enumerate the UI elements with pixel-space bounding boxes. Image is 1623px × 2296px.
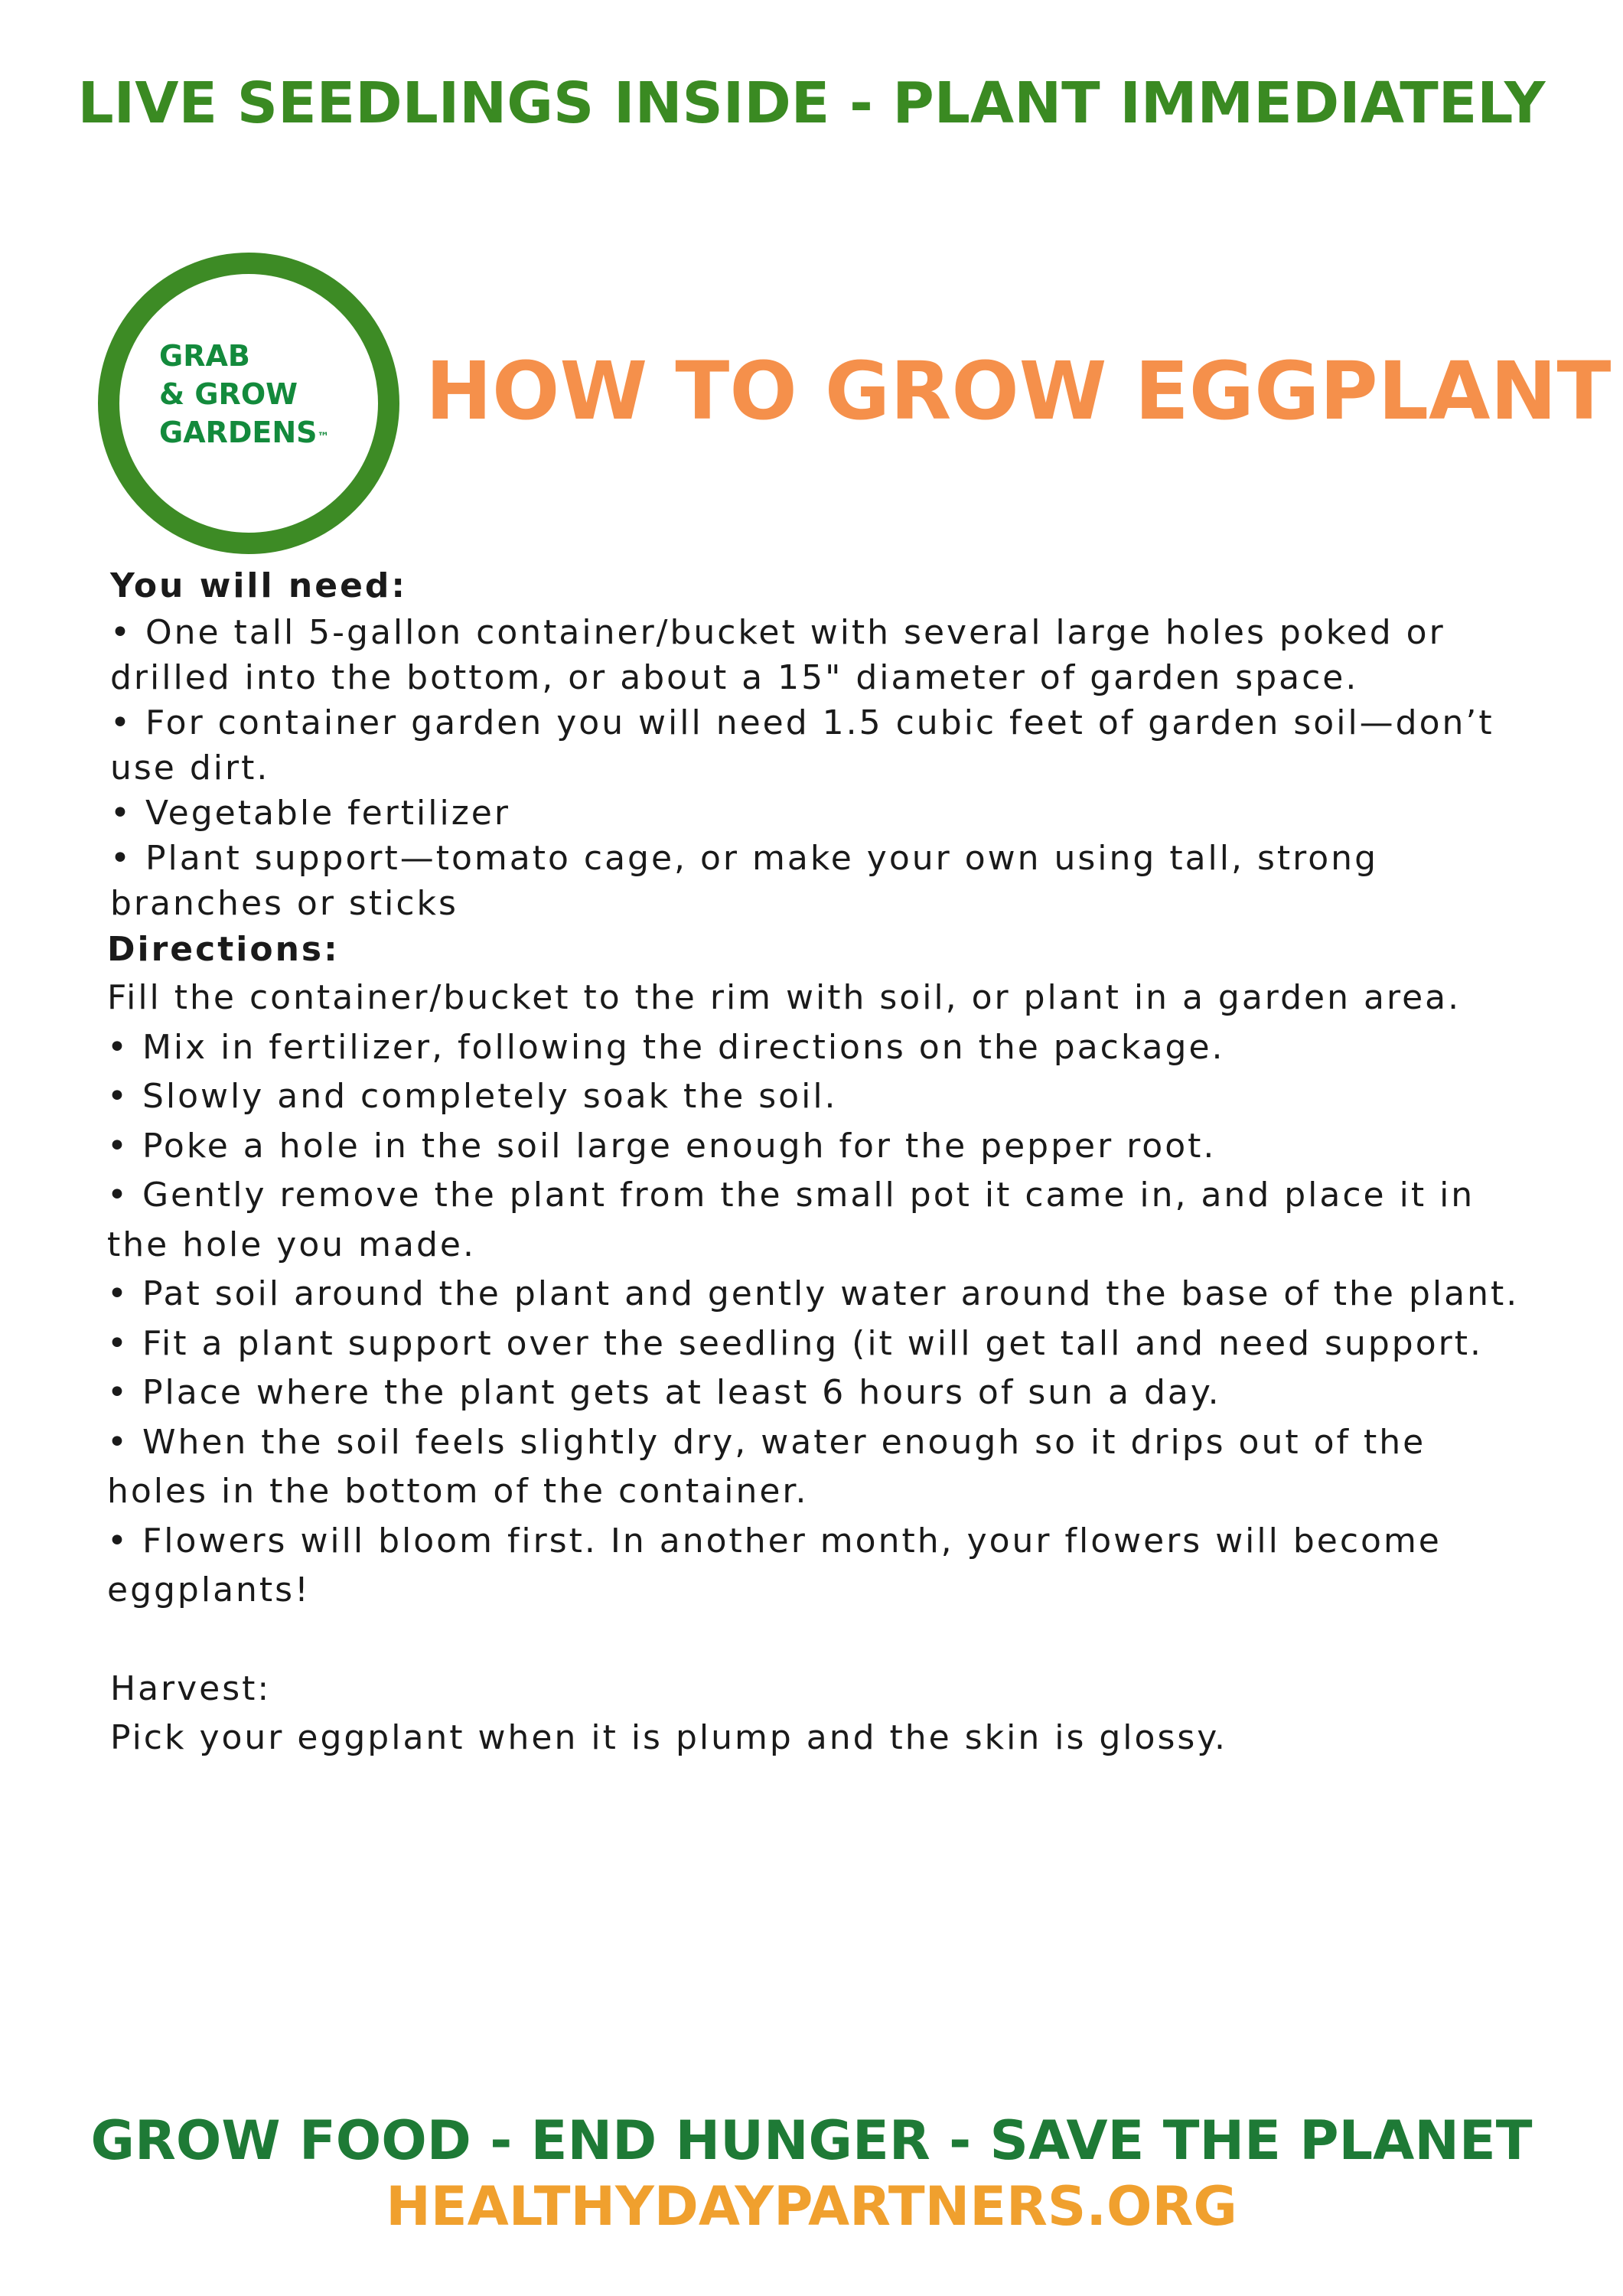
needs-section [107,563,1523,926]
needs-list [110,610,1523,926]
footer-slogan: GROW FOOD - END HUNGER - SAVE THE PLANET [90,2109,1533,2172]
directions-step: • Fit a plant support over the seedling (it will get tall and need support. [107,1323,1483,1363]
logo-line-1: GRAB [159,339,250,373]
needs-heading: You will need: [110,566,408,605]
trademark-symbol: ™ [317,429,330,444]
needs-item: • For container garden you will need 1.5 cubic feet of garden soil—don’t use dirt. [110,703,1494,788]
harvest-text: Pick your eggplant when it is plump and the skin is glossy. [110,1717,1228,1757]
harvest-heading: Harvest: [110,1668,272,1708]
directions-heading: Directions: [107,930,340,969]
harvest-section [107,1665,1523,1763]
instructions-body [107,563,1523,1763]
directions-intro: Fill the container/bucket to the rim with soil, or plant in a garden area. [107,978,1462,1017]
directions-step: • Pat soil around the plant and gently water around the base of the plant. [107,1274,1520,1313]
directions-section [107,926,1523,1616]
directions-step: • When the soil feels slightly dry, water enough so it drips out of the holes in the bottom of the container. [107,1422,1426,1511]
directions-step: • Mix in fertilizer, following the directions on the package. [107,1027,1225,1067]
footer-url: HEALTHYDAYPARTNERS.ORG [386,2175,1237,2238]
logo-wordmark [159,337,330,452]
top-banner: LIVE SEEDLINGS INSIDE - PLANT IMMEDIATELY [77,70,1546,136]
directions-step: • Gently remove the plant from the small pot it came in, and place it in the hole you made. [107,1176,1475,1264]
directions-step: • Place where the plant gets at least 6 hours of sun a day. [107,1373,1221,1412]
directions-step: • Slowly and completely soak the soil. [107,1077,838,1116]
logo-line-3-text: GARDENS [159,416,318,449]
needs-item: • Plant support—tomato cage, or make your own using tall, strong branches or sticks [110,839,1378,923]
directions-step: • Poke a hole in the soil large enough for the pepper root. [107,1126,1217,1166]
page-title: HOW TO GROW EGGPLANT [425,344,1612,438]
logo-line-3 [159,413,330,452]
needs-item: • One tall 5-gallon container/bucket with several large holes poked or drilled into the bottom, or about a 15" diameter of garden space. [110,613,1445,697]
grab-and-grow-gardens-logo [98,253,399,554]
directions-step: • Flowers will bloom first. In another month, your flowers will become eggplants! [107,1521,1442,1609]
needs-item: • Vegetable fertilizer [110,794,510,833]
logo-line-2: & GROW [159,377,298,411]
